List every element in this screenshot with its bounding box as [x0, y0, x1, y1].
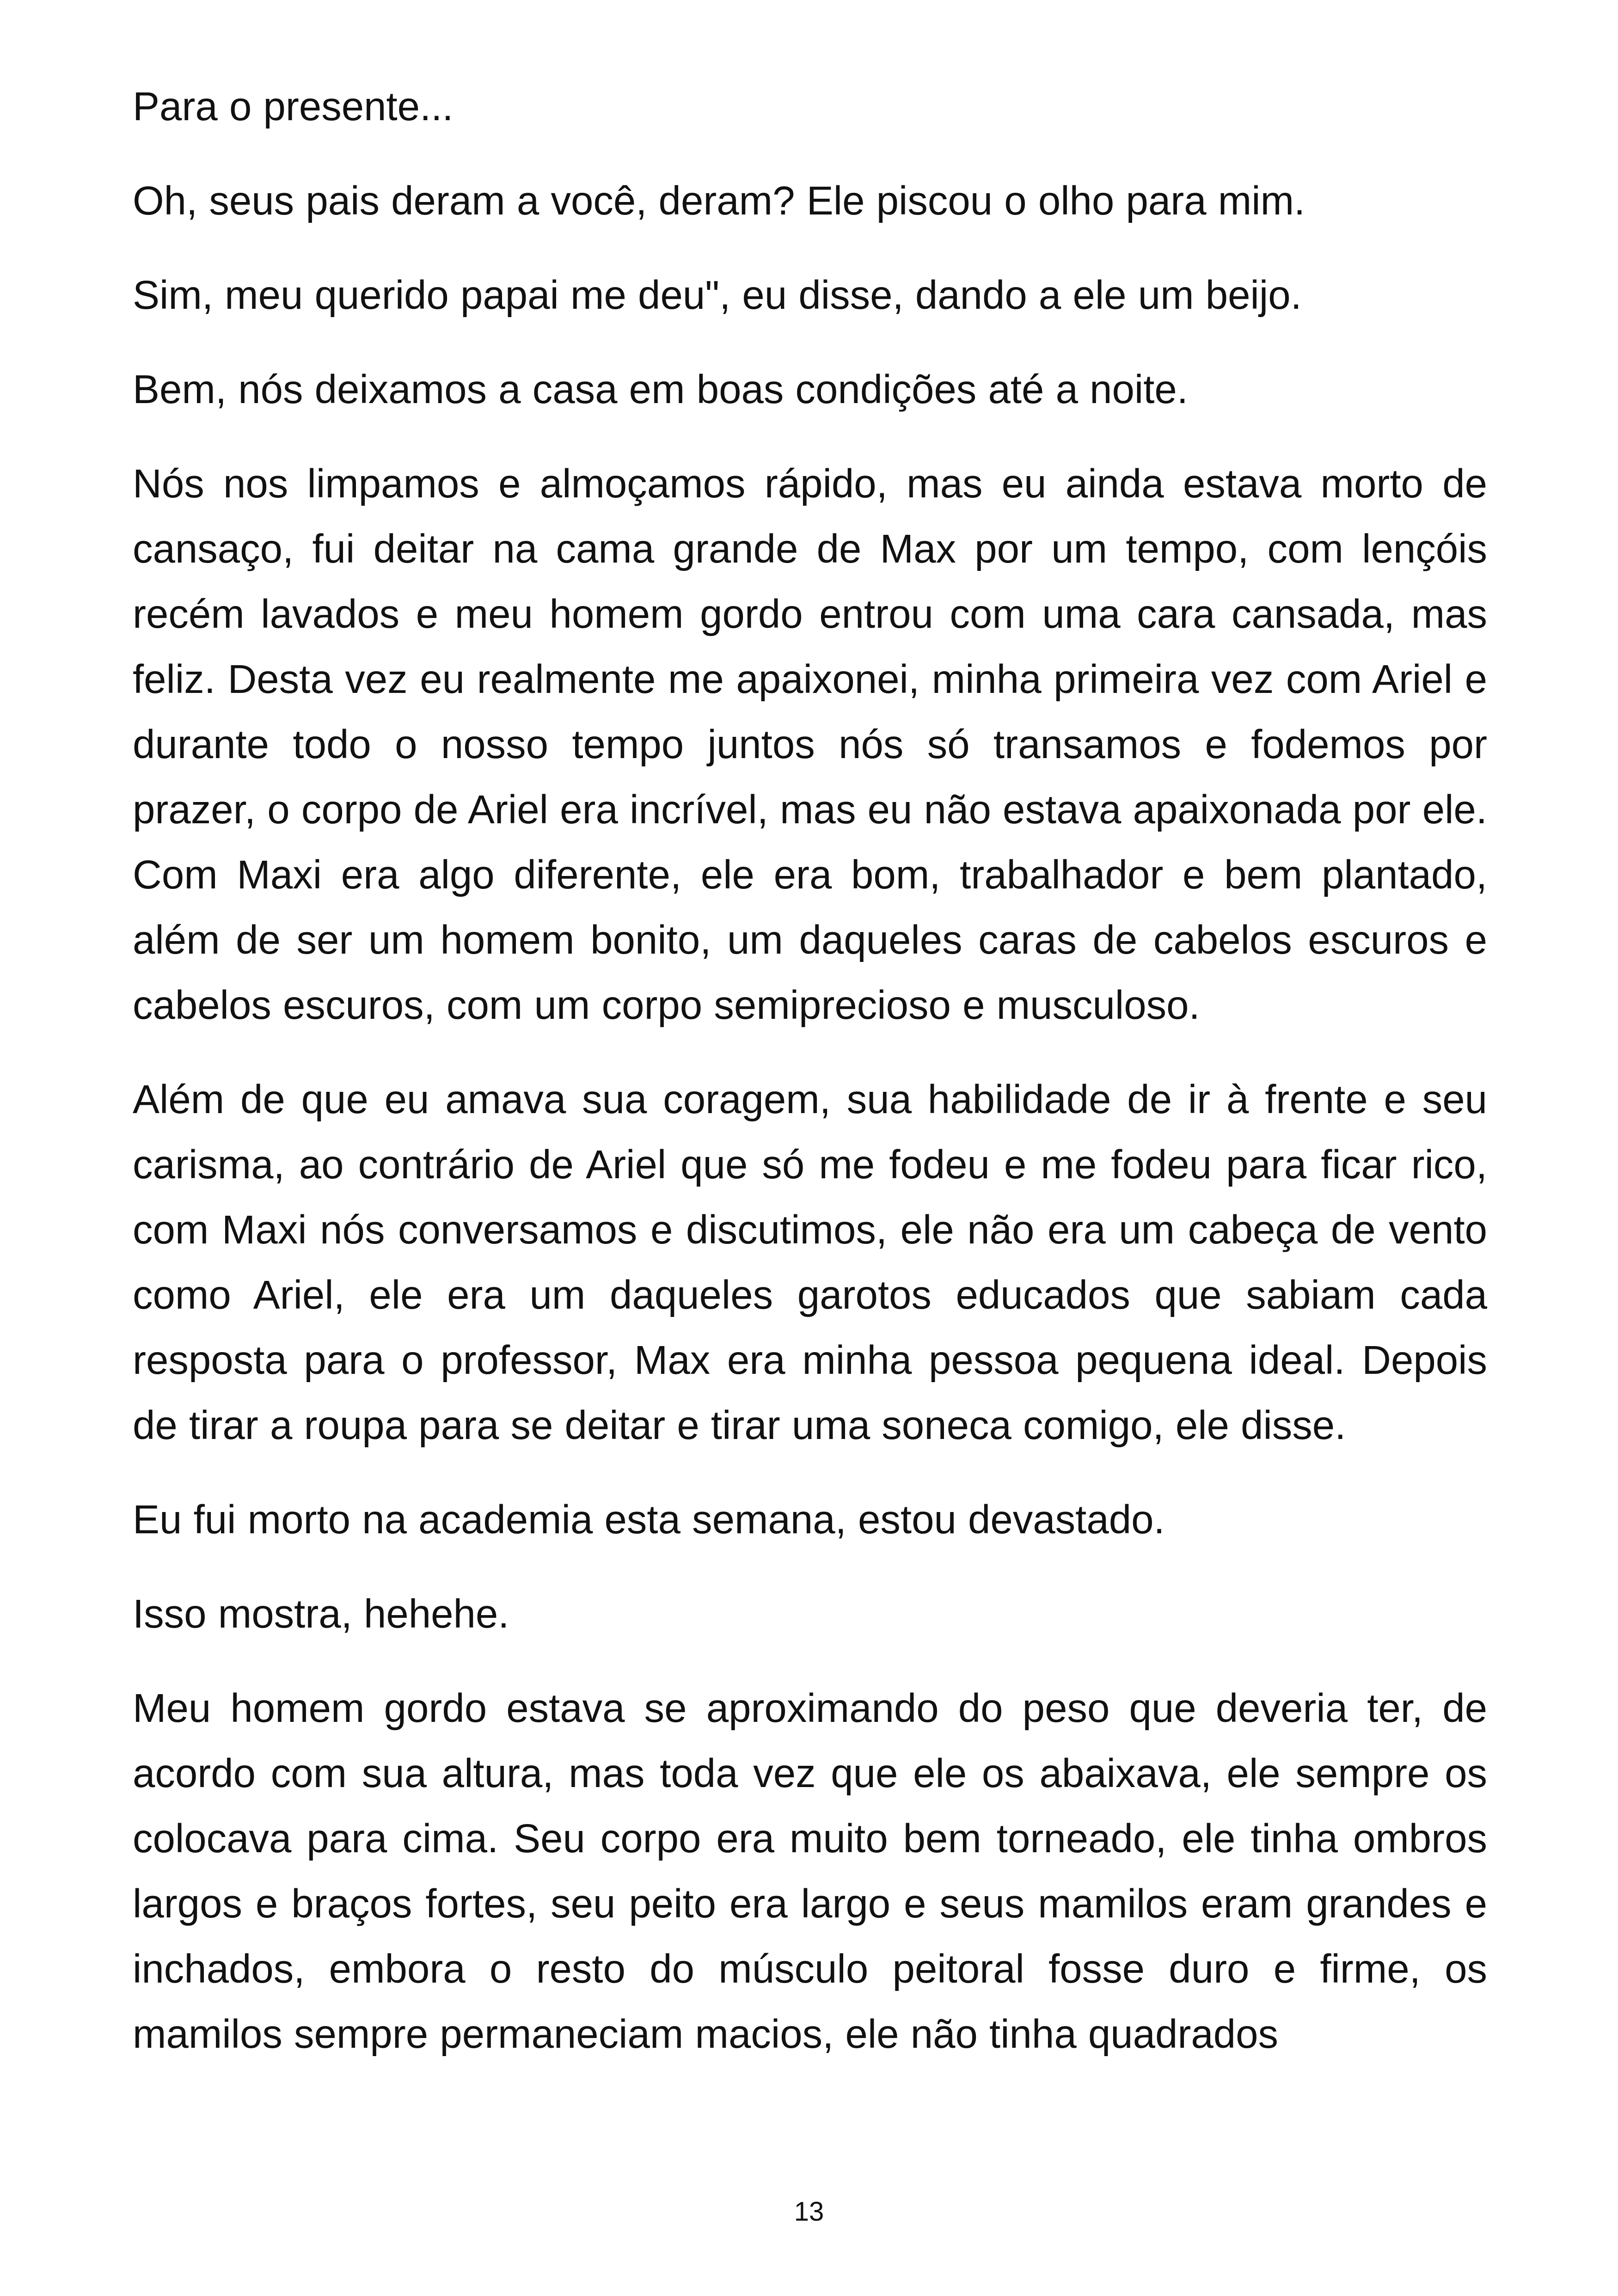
paragraph-6: Além de que eu amava sua coragem, sua habilidade de ir à frente e seu carisma, ao contrário de Ariel que só me fodeu e me fodeu para ficar rico, com Maxi nós conversamos e discutimos, ele não era um cabeça de vento como Ariel, ele era um daqueles garotos educados que sabiam cada resposta para o professor, Max era minha pessoa pequena ideal. Depois de tirar a roupa para se deitar e tirar uma soneca comigo, ele disse. [133, 1077, 1487, 1448]
paragraph-7: Eu fui morto na academia esta semana, estou devastado. [133, 1497, 1165, 1542]
page-body [133, 74, 1487, 2096]
paragraph-1: Para o presente... [133, 84, 454, 129]
paragraph-2: Oh, seus pais deram a você, deram? Ele piscou o olho para mim. [133, 178, 1305, 223]
paragraph-9: Meu homem gordo estava se aproximando do peso que deveria ter, de acordo com sua altura, mas toda vez que ele os abaixava, ele sempre os colocava para cima. Seu corpo era muito bem torneado, ele tinha ombros largos e braços fortes, seu peito era largo e seus mamilos eram grandes e inchados, embora o resto do músculo peitoral fosse duro e firme, os mamilos sempre permaneciam macios, ele não tinha quadrados [133, 1686, 1487, 2057]
paragraph-5: Nós nos limpamos e almoçamos rápido, mas eu ainda estava morto de cansaço, fui deitar na cama grande de Max por um tempo, com lençóis recém lavados e meu homem gordo entrou com uma cara cansada, mas feliz. Desta vez eu realmente me apaixonei, minha primeira vez com Ariel e durante todo o nosso tempo juntos nós só transamos e fodemos por prazer, o corpo de Ariel era incrível, mas eu não estava apaixonada por ele. Com Maxi era algo diferente, ele era bom, trabalhador e bem plantado, além de ser um homem bonito, um daqueles caras de cabelos escuros e cabelos escuros, com um corpo semiprecioso e musculoso. [133, 461, 1487, 1028]
paragraph-3: Sim, meu querido papai me deu", eu disse, dando a ele um beijo. [133, 273, 1302, 318]
paragraph-8: Isso mostra, hehehe. [133, 1592, 509, 1636]
page-number: 13 [794, 2197, 824, 2227]
paragraph-4: Bem, nós deixamos a casa em boas condições até a noite. [133, 367, 1188, 412]
